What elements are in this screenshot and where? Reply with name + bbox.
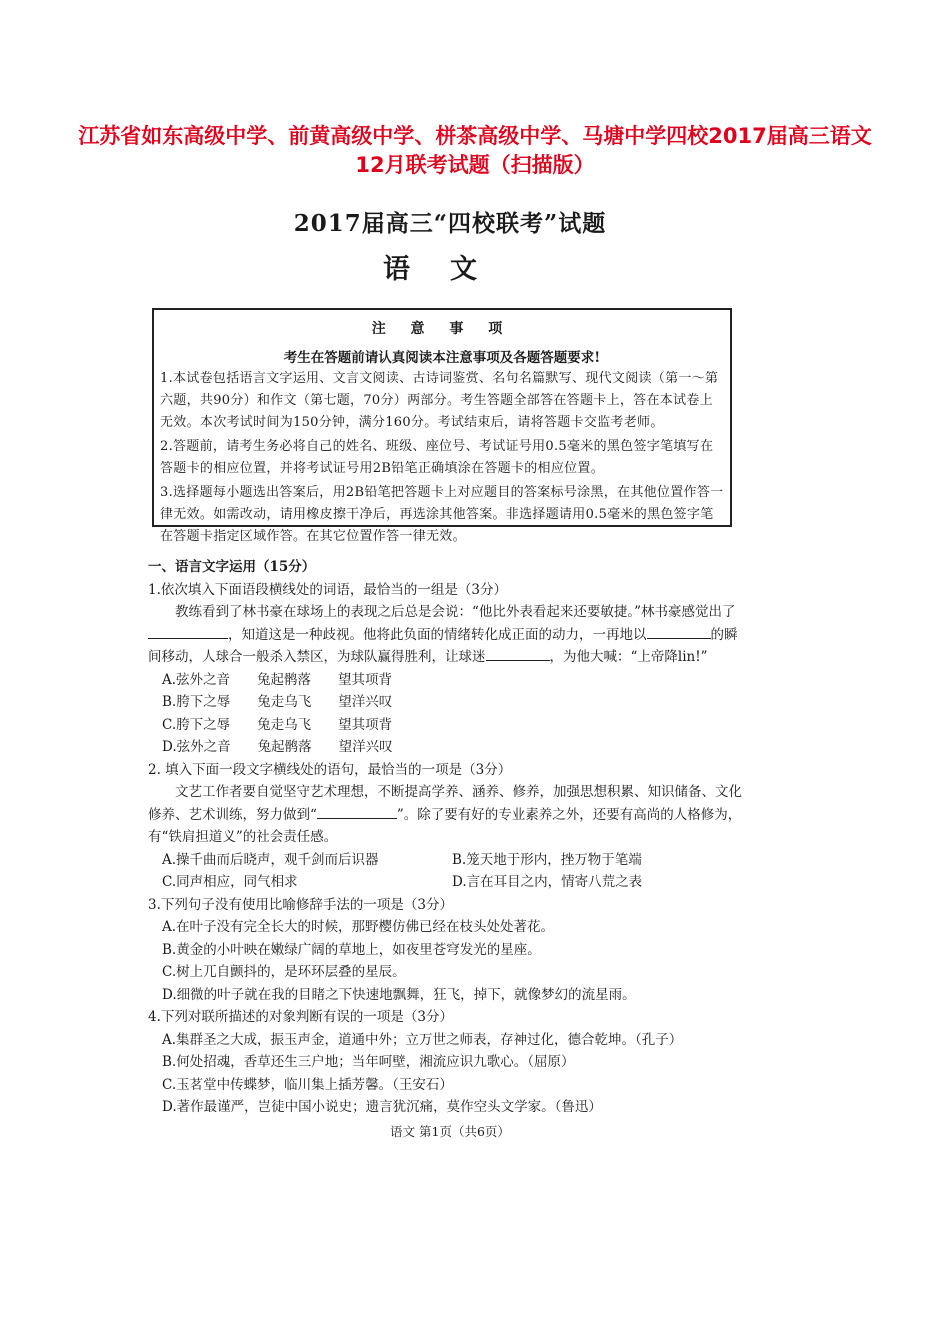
option-row: [148, 849, 748, 872]
option: A.操千曲而后晓声，观千剑而后识器: [162, 851, 379, 868]
notice-lead: 考生在答题前请认真阅读本注意事项及各题答题要求!: [283, 350, 601, 366]
option: C.树上兀自颤抖的，是环环层叠的星辰。: [162, 964, 406, 980]
option: B.胯下之辱 兔走乌飞 望洋兴叹: [162, 694, 393, 710]
option: D.弦外之音 兔起鹘落 望洋兴叹: [162, 739, 393, 755]
answer-blank: [317, 804, 397, 819]
exam-title: 2017届高三“四校联考”试题: [293, 210, 607, 237]
option: D.细微的叶子就在我的目睹之下快速地飘舞，狂飞，掉下，就像梦幻的流星雨。: [162, 986, 636, 1003]
answer-blank: [647, 624, 711, 639]
notice-box: [152, 308, 732, 544]
option: A.集群圣之大成，振玉声金，道通中外；立万世之师表，存神过化，德合乾坤。（孔子）: [162, 1031, 683, 1048]
option: A.弦外之音 兔起鹘落 望其项背: [162, 671, 393, 688]
document-title: 江苏省如东高级中学、前黄高级中学、栟茶高级中学、马塘中学四校2017届高三语文12月联考试题（扫描版）: [78, 124, 872, 177]
notice-item-1: 1.本试卷包括语言文字运用、文言文阅读、古诗词鉴赏、名句名篇默写、现代文阅读（第一～第六题，共90分）和作文（第七题，70分）两部分。考生答题全部答在答题卡上，答在本试卷上无效。本次考试时间为150分钟，满分160分。考试结束后，请将答题卡交监考老师。: [160, 371, 719, 430]
option: B.笼天地于形内，挫万物于笔端: [452, 851, 642, 868]
question-1-passage: 教练看到了林书豪在球场上的表现之后总是会说：“他比外表看起来还要敏捷。”林书豪感觉出了，知道这是一种歧视。他将此负面的情绪转化成正面的动力，一再地以 的瞬间移动，人球合一般杀入禁区，为球队赢得胜利，让球迷 ，为他大喊：“上帝降lin!”: [148, 604, 738, 665]
question-3-stem: 3.下列句子没有使用比喻修辞手法的一项是（3分）: [148, 896, 453, 913]
notice-heading: 注 意 事 项: [371, 321, 513, 337]
subject-title: 语文: [383, 254, 517, 285]
option: D.著作最谨严，岂徒中国小说史；遗言犹沉痛，莫作空头文学家。（鲁迅）: [162, 1099, 602, 1115]
option: B.何处招魂，香草还生三户地；当年呵壁，湘流应识九歌心。（屈原）: [162, 1054, 575, 1070]
answer-blank: [486, 646, 550, 661]
question-section: [148, 556, 748, 1119]
section-title: 一、语言文字运用（15分）: [148, 559, 316, 575]
option: C.同声相应，同气相求: [162, 874, 298, 890]
answer-blank: [148, 624, 228, 639]
notice-item-2: 2.答题前，请考生务必将自己的姓名、班级、座位号、考试证号用0.5毫米的黑色签字笔填写在答题卡的相应位置，并将考试证号用2B铅笔正确填涂在答题卡的相应位置。: [160, 439, 714, 476]
notice-item-3: 3.选择题每小题选出答案后，用2B铅笔把答题卡上对应题目的答案标号涂黑，在其他位置作答一律无效。如需改动，请用橡皮擦干净后，再选涂其他答案。非选择题请用0.5毫米的黑色签字笔在答题卡指定区域作答。在其它位置作答一律无效。: [160, 485, 724, 544]
question-2-stem: 2. 填入下面一段文字横线处的语句，最恰当的一项是（3分）: [148, 761, 512, 778]
option: C.玉茗堂中传蝶梦，临川集上插芳馨。（王安石）: [162, 1076, 453, 1093]
option: B.黄金的小叶映在嫩绿广阔的草地上，如夜里苍穹发光的星座。: [162, 941, 541, 958]
page-footer: 语文 第1页（共6页）: [390, 1124, 510, 1139]
option: A.在叶子没有完全长大的时候，那野樱仿佛已经在枝头处处著花。: [162, 919, 555, 935]
question-4-stem: 4.下列对联所描述的对象判断有误的一项是（3分）: [148, 1009, 453, 1025]
option-row: [148, 871, 748, 894]
question-2-passage: 文艺工作者要自觉坚守艺术理想，不断提高学养、涵养、修养，加强思想积累、知识储备、文化修养、艺术训练，努力做到“ ”。除了要有好的专业素养之外，还要有高尚的人格修为，有“铁肩担道义”的社会责任感。: [148, 784, 742, 845]
option: D.言在耳目之内，情寄八荒之表: [452, 874, 643, 890]
question-1-stem: 1.依次填入下面语段横线处的词语，最恰当的一组是（3分）: [148, 581, 507, 598]
option: C.胯下之辱 兔走乌飞 望其项背: [162, 716, 393, 733]
